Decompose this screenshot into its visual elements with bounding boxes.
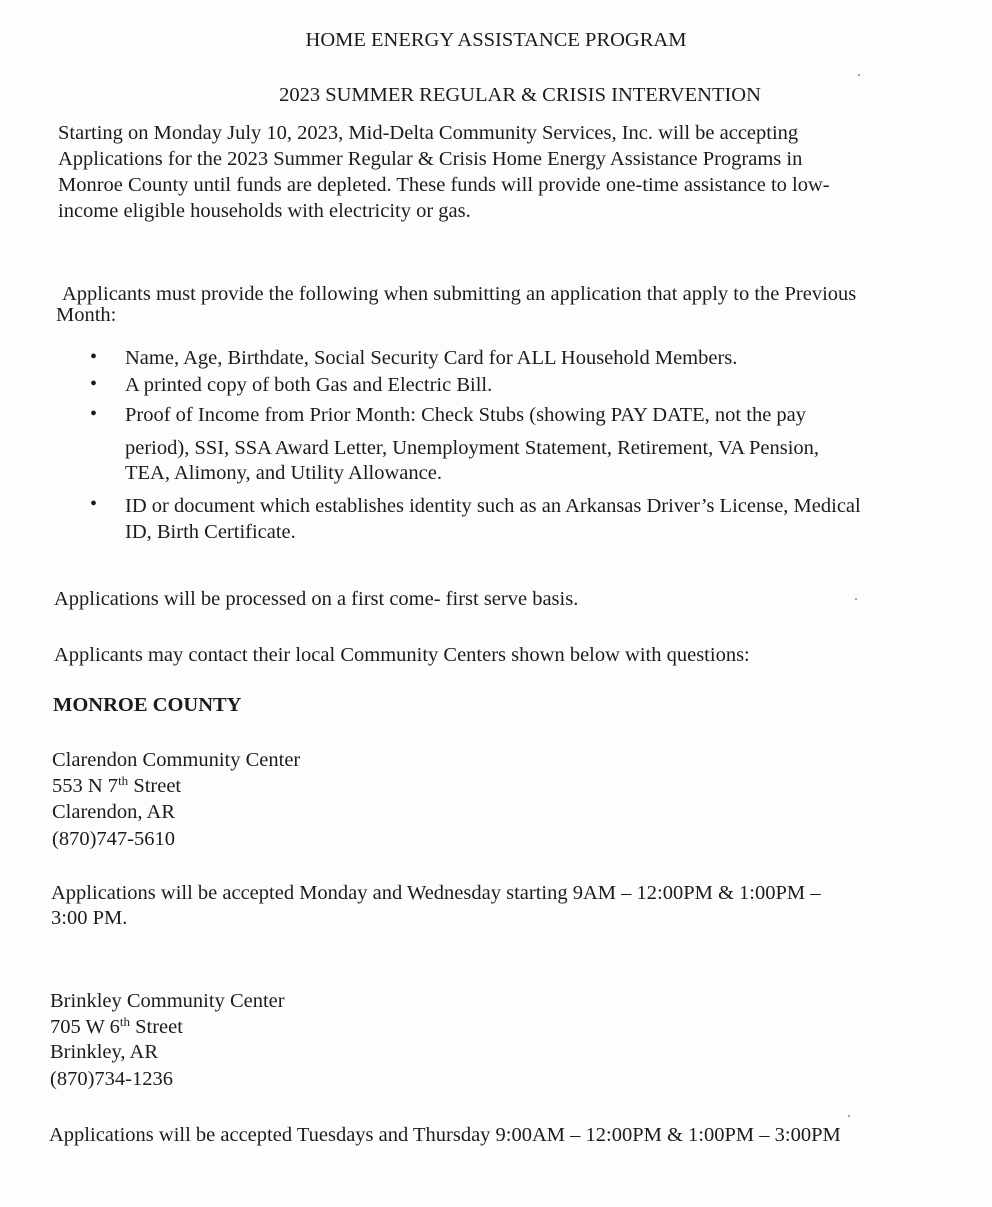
street-suffix: Street: [128, 775, 182, 797]
requirements-lead-line: Month:: [56, 304, 117, 326]
intro-line: Starting on Monday July 10, 2023, Mid-Delta Community Services, Inc. will be accepting: [58, 122, 799, 144]
page-subtitle: 2023 SUMMER REGULAR & CRISIS INTERVENTION: [279, 84, 761, 106]
intro-line: Applications for the 2023 Summer Regular & Crisis Home Energy Assistance Programs in: [58, 148, 803, 170]
bullet-icon: •: [90, 493, 98, 515]
county-heading: MONROE COUNTY: [53, 694, 242, 716]
center-city: Clarendon, AR: [52, 801, 175, 823]
center-phone: (870)734-1236: [50, 1068, 173, 1090]
scan-speck: [855, 598, 857, 600]
list-item-text: Name, Age, Birthdate, Social Security Card for ALL Household Members.: [125, 347, 738, 369]
list-item-text: Proof of Income from Prior Month: Check Stubs (showing PAY DATE, not the pay: [125, 404, 807, 426]
bullet-icon: •: [90, 346, 98, 368]
bullet-icon: •: [90, 373, 98, 395]
center-hours-line: Applications will be accepted Monday and Wednesday starting 9AM – 12:00PM & 1:00PM –: [51, 882, 821, 904]
center-hours-line: Applications will be accepted Tuesdays and Thursday 9:00AM – 12:00PM & 1:00PM – 3:00PM: [49, 1124, 841, 1146]
center-name: Brinkley Community Center: [50, 990, 285, 1012]
bullet-icon: •: [90, 403, 98, 425]
list-item-text: TEA, Alimony, and Utility Allowance.: [125, 462, 442, 484]
center-street: [50, 1015, 183, 1038]
intro-line: income eligible households with electricity or gas.: [58, 200, 471, 222]
requirements-lead-line: Applicants must provide the following when submitting an application that apply to the Previous: [62, 283, 857, 305]
page-title: HOME ENERGY ASSISTANCE PROGRAM: [305, 29, 687, 51]
street-ordinal: th: [119, 1014, 130, 1029]
list-item-text: ID, Birth Certificate.: [125, 521, 296, 543]
center-name: Clarendon Community Center: [52, 749, 301, 771]
contact-note: Applicants may contact their local Community Centers shown below with questions:: [54, 644, 750, 666]
list-item-text: A printed copy of both Gas and Electric Bill.: [125, 374, 493, 396]
street-suffix: Street: [129, 1016, 183, 1038]
scan-speck: [858, 74, 860, 76]
center-hours-line: 3:00 PM.: [51, 907, 128, 929]
street-ordinal: th: [118, 773, 129, 788]
street-number: 553 N 7: [52, 775, 119, 797]
processing-note: Applications will be processed on a first come- first serve basis.: [54, 588, 579, 610]
center-city: Brinkley, AR: [50, 1041, 159, 1063]
street-number: 705 W 6: [50, 1016, 120, 1038]
list-item-text: ID or document which establishes identity such as an Arkansas Driver’s License, Medical: [125, 495, 861, 517]
scan-speck: [848, 1115, 850, 1117]
center-phone: (870)747-5610: [52, 828, 175, 850]
intro-line: Monroe County until funds are depleted. These funds will provide one-time assistance to low-: [58, 174, 830, 196]
list-item-text: period), SSI, SSA Award Letter, Unemployment Statement, Retirement, VA Pension,: [125, 437, 820, 459]
center-street: [52, 774, 181, 797]
